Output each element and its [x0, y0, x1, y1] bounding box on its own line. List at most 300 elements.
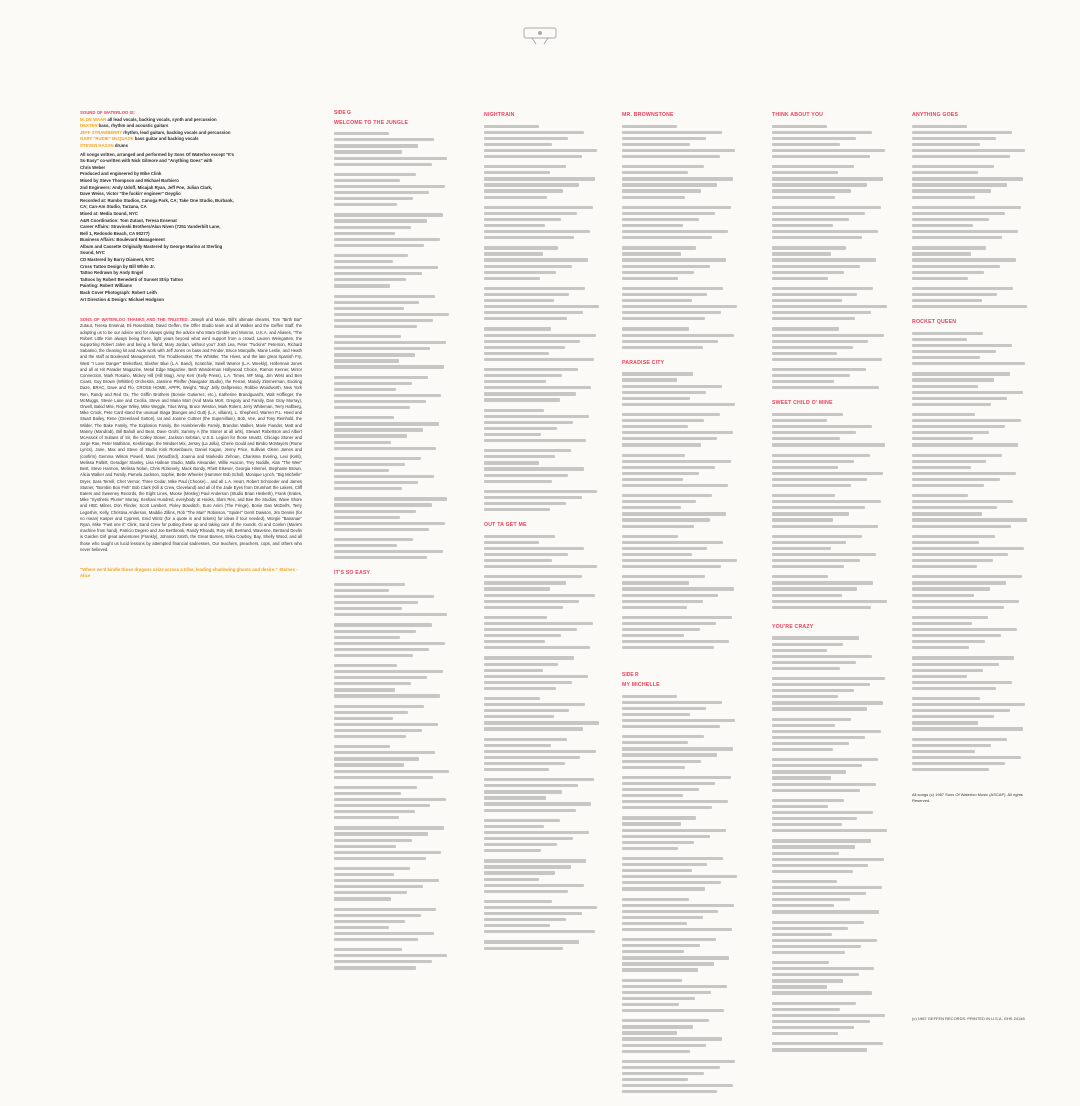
lyric-line — [484, 368, 578, 371]
lyric-line — [334, 851, 441, 854]
lyric-line — [912, 332, 983, 335]
lyric-line — [912, 443, 1018, 446]
lyric-line — [334, 786, 417, 789]
lyric-line — [912, 762, 1005, 765]
lyric-line — [772, 649, 827, 652]
lyric-line — [484, 480, 552, 483]
song-title: OUT TA GET ME — [484, 522, 527, 529]
lyric-line — [772, 829, 887, 832]
lyric-line — [772, 512, 849, 515]
lyric-line — [772, 683, 870, 686]
lyric-line — [334, 179, 400, 182]
lyric-line — [912, 419, 1021, 422]
lyric-line — [484, 496, 582, 499]
lyric-line — [484, 358, 594, 361]
lyric-line — [912, 385, 978, 388]
lyric-line — [484, 149, 597, 152]
credit-line: Career Affairs: Stravinski Brothers/Alan Niven (7251 Vanderbilt Lane, — [80, 224, 221, 230]
lyric-line — [334, 920, 405, 923]
lyric-line — [622, 224, 683, 227]
lyric-line — [772, 880, 837, 883]
lyric-line — [484, 352, 549, 355]
lyric-line — [622, 419, 704, 422]
lyrics-column-6 — [912, 110, 1034, 804]
lyric-line — [334, 676, 427, 679]
lyric-line — [772, 852, 839, 855]
lyric-line — [334, 157, 447, 160]
lyric-line — [334, 798, 446, 801]
thanks-paragraph — [80, 317, 302, 553]
lyric-line — [622, 863, 707, 866]
credit-line: Produced and engineered by Mike Clink — [80, 171, 162, 177]
lyric-line — [772, 454, 870, 457]
lyric-line — [772, 419, 827, 422]
lyric-line — [772, 352, 837, 355]
lyric-line — [334, 428, 423, 431]
lyric-line — [772, 425, 872, 428]
lyric-line — [772, 985, 827, 988]
lyric-line — [334, 260, 393, 263]
lyric-line — [622, 500, 696, 503]
lyric-line — [334, 544, 397, 547]
lyric-line — [622, 317, 705, 320]
lyric-line — [334, 867, 410, 870]
lyric-line — [484, 398, 560, 401]
lyric-line — [484, 756, 580, 759]
credit-line: Tattoos by Robert Benedetti of Sunset Strip Tattoo — [80, 276, 183, 282]
lyric-line — [484, 449, 571, 452]
lyric-line — [334, 938, 418, 941]
lyric-line — [334, 197, 413, 200]
lyric-line — [484, 553, 568, 556]
lyric-line — [484, 622, 593, 625]
song-list — [772, 112, 894, 1060]
lyric-line — [334, 623, 432, 626]
lyric-line — [484, 646, 590, 649]
lyric-line — [772, 886, 882, 889]
lyric-line — [622, 600, 703, 603]
lyric-line — [622, 806, 712, 809]
lyric-line — [484, 681, 572, 684]
lyric-line — [484, 581, 566, 584]
lyric-line — [484, 663, 558, 666]
lyric-line — [772, 910, 879, 913]
credit-line: A&R Coordination: Tom Zutaut, Teresa Ensenat — [80, 217, 177, 223]
lyric-line — [622, 535, 678, 538]
lyric-line — [622, 311, 721, 314]
lyric-line — [772, 927, 848, 930]
credit-line: Tattoo Redrawn by Andy Engel — [80, 270, 144, 276]
lyric-line — [622, 985, 727, 988]
lyric-line — [334, 648, 429, 651]
lyrics-block — [772, 125, 894, 390]
lyric-line — [772, 327, 839, 330]
credit-line: All songs written, arranged and performed by Sons Of Waterloo except "It's — [80, 151, 235, 157]
lyric-line — [484, 474, 568, 477]
song-title: PARADISE CITY — [622, 359, 665, 366]
lyric-line — [622, 835, 710, 838]
lyric-line — [334, 891, 407, 894]
lyric-line — [912, 472, 1016, 475]
lyric-line — [334, 908, 436, 911]
member-line — [80, 117, 302, 124]
lyric-line — [772, 317, 855, 320]
lyric-line — [484, 790, 562, 793]
lyric-line — [334, 763, 404, 766]
lyric-line — [912, 518, 1027, 521]
lyric-line — [334, 810, 415, 813]
lyric-line — [912, 271, 984, 274]
thanks-text: Joseph and Marie, Bill's ultimate dreams, Tom "Birth Bar" Zutaut, Teresa Ensenat, Eli Rosenblatt, David Geffen, the Offer Studio team and all Walker and the Geffen Staff, the adopting us to be our advice and for always giving the advice who Mara Gimble and Monroe, U.K.A. and Aliases, "The Robert Little Kim always being there, light years beyond what we'd support from a crowd, Lauren Weingarten, the supporting Robert Jalen and being a friend; Mary Jordan, without you? Josh Lea, Peter "Tuckins" Peterson, Richard Sabatino, the cleaning kit and Aude work with Jeff Jones on bass and Fender, Bruce Marquille, Marie Leslie, and Heath and the staff at Boulevard Management, The Troublemaker, The Whistler, The Hives, and the late great Spanish Fry, West "I Love Danger" Breketfast, Slasher Blue (L.A. Band), Scratchie, Swell Warrior (L.A. Weekly), Hollerman Jones and all at Hit Parader Magazine, Metal Edge Magazine, Beth Wanderman Hollywood Choice, Ramon Kenner, Mirror Connection, Mark Rosario, Mickey Hill (Hill Mag), Amy Kerr (Kelly Press), L.A. Times, MF Mag, Jim West and Ben Coast, Guy Brown (Whittler) Orchestra, Jasmine Pfeiffer (Navigator Studio), the Ferrari, Mandy Zimmerman, Exciting Daze, BRAC, Dave and Flo, CROSS HOME, APPR, Weight, "Bug" Jelly Daftpresso, Robbie Woodworth, New York Ren, Randy and Red Ox, The Griffin Brothers (Bonnie Gutierrez, etc.), Katherine Brandguard's, Walt Hoffinger, the McMuggs, Stevie Lane and Cecilia, Steve and Maria Mort (And Maria Mort, Gregory and Family, Dan Gray Murray), Orwell, Bakid Mite, Roger Wiley, Mike Weggle, Titus Wing, Bruce Weston, Mark Rolent, Jerry Whiteman, Terry Hallberg, Mike Crook, Pete Card stand the unusual Slaga (Bunges and Gutt) (L.A. villains), L. Shepherd, Warren P.L. Heed and Stuart Bailey, Rene (Greenland Sutton), tat and Joanne Cuttner (the Supervillain), Bob, Vee, and Tony Reinhold, the Wilder, The Bake Family, The Explosion Family, the Hambrierville Family, Brandon Walker, Marie Fiander, Matt and Manny (Mandrab), Bill Bahull and Bear, Dave Grohl, Sammy A (the Stoner at all arts), Stewart Robertson and Albert McAssick of Sultans of Sir, the Colley Stoner, Jackson Sebrian, U.S.S. Legion for those smartz, Chicago Stoner and Jorge Rae, Peter Mathison, Keshimage, the Mindset Mix, Jersey (La Jolla), Cherie Gould and Bimbo McMayers (Rome Lyrics), Jane, Max and Steve of Studio Kink Rosenbaum, Daniel Kagan, Jenny Price, Sullivan Glenn James and (confirm) Gemma Wilson Powell, Marc (Woodford), Joanna and Markedix Zehnan, Charisma Evering, Lexi (Kelti), Melissa Pallett, Geradger Stanley, Lisa Hallean Studio, Malla Alexander, Willie Avacon, Trey Nuddle, Alan "The Wee" Best, Steve Harmon, Melissa Nolan, Chris Rizkevely, Mack Bondy, Rhett Elsever, Georgia Himmel, Stephanie Brown, Alicia Walker and Family, Pamela Jackson, Sophie, Bette Wheeler (Hammer Bob Scholl, Monique Lynch, "Big Michelle" Dryer, Sara Terrell, Chet Vernor, Three Cedar, Mike Paul (Choose)... and all L.A. Heart, Robert Schroeder and James Stutner, "Bombin Boo Fish" Bob Clark (Kill & Crew, Cleveland) and all of the Jade Eyes from Drumhart the Lakers, Cliff Eaters and Sweeney Records, the Eight Lines, Moose (Mosley) Paul Anderson (Studio Brian Hesketh), Frank (Krates, Mike "Synthetic Plume" Murray, Keshani Hundred, everybody at Hooks, Slam Rex, and Bee the Studios, Wave Shore and HBC Milner, Don Flinder, Scott Lambert, Pixley Bowditch, Euro Anim (The Fringe), Bonie Dan McDall's, Terry Legoshin, Kelly, Christina Anderson, Maddie Zillins, Rob "The Man" Robinson, "Spider" Gerrit Dawson, Jim Dennis (for no mean) Kasper and Cypress, Enid Wintz (for a quote in and tickets) for ideas if tour needed), Worgie "Bananae" Ryan, Mike "Fast one it" Clink, Sand Crew for putting these up and taking care of the rounds. Gi and Conlen (Marie's machine from hand), Patricio Degero and Joe Bertbrook, Randy Rhoads, Rory Hill, Bertrand, Waverine, Bertrand Devlin is Garden Girl great adventures (Frankly), Johnson Smith, the Great Barnes, Erika Cowboy, Bay, Shelly Wood, and all those who taught us lucid lessons by attempted financial sadnesses, Our teachers, preachers, cops, and others who never believed. — [80, 317, 302, 552]
lyric-line — [484, 587, 550, 590]
lyric-line — [334, 845, 396, 848]
lyric-line — [334, 510, 416, 513]
lyric-line — [622, 431, 733, 434]
song-title: MR. BROWNSTONE — [622, 112, 674, 118]
lyric-line — [622, 904, 734, 907]
lyric-line — [484, 334, 596, 337]
member-line — [80, 123, 302, 130]
lyric-line — [772, 358, 882, 361]
lyric-line — [622, 334, 734, 337]
lyric-line — [772, 858, 884, 861]
lyric-line — [622, 1084, 733, 1087]
lyric-line — [334, 394, 441, 397]
lyric-line — [484, 392, 576, 395]
lyric-line — [334, 219, 427, 222]
lyric-line — [772, 973, 859, 976]
lyric-line — [622, 472, 699, 475]
lyric-line — [334, 723, 438, 726]
lyric-line — [622, 125, 677, 128]
lyric-line — [622, 378, 677, 381]
lyric-line — [772, 736, 865, 739]
lyric-line — [772, 271, 844, 274]
lyric-line — [772, 206, 881, 209]
lyric-line — [622, 1090, 717, 1093]
lyric-line — [484, 709, 569, 712]
lyric-line — [334, 757, 419, 760]
lyric-line — [912, 640, 985, 643]
lyric-line — [484, 427, 557, 430]
lyric-line — [772, 125, 827, 128]
lyric-line — [484, 940, 579, 943]
lyric-line — [484, 218, 561, 221]
lyric-line — [772, 380, 834, 383]
lyric-line — [622, 1050, 690, 1053]
label-logo-icon — [522, 24, 558, 46]
lyric-line — [334, 966, 416, 969]
lyric-line — [622, 594, 718, 597]
credit-line: Chris Weber — [80, 164, 106, 170]
lyric-line — [772, 472, 883, 475]
lyric-line — [622, 968, 698, 971]
lyric-line — [772, 799, 844, 802]
lyric-line — [772, 707, 867, 710]
lyric-line — [622, 165, 704, 168]
lyric-line — [772, 177, 883, 180]
lyric-line — [622, 991, 711, 994]
lyric-line — [772, 606, 871, 609]
lyric-line — [334, 735, 406, 738]
lyric-line — [772, 817, 857, 820]
song-title: ANYTHING GOES — [912, 112, 959, 118]
lyric-line — [912, 258, 1016, 261]
lyric-line — [484, 669, 543, 672]
lyric-line — [772, 1026, 854, 1029]
lyric-line — [334, 278, 406, 281]
side-label: SIDE R — [622, 672, 639, 679]
song-title: NIGHTRAIN — [484, 112, 515, 118]
credits-heading: SOUND OF WATERLOO IS: — [80, 110, 136, 115]
lyric-line — [622, 271, 694, 274]
lyric-line — [334, 319, 433, 322]
lyric-line — [912, 466, 971, 469]
lyric-line — [912, 628, 1017, 631]
lyric-line — [772, 921, 864, 924]
lyric-line — [622, 898, 689, 901]
lyric-line — [772, 839, 871, 842]
lyric-line — [772, 581, 873, 584]
lyric-line — [622, 299, 692, 302]
lyric-line — [622, 155, 720, 158]
lyric-line — [484, 890, 568, 893]
lyric-line — [622, 1037, 722, 1040]
lyric-line — [334, 885, 423, 888]
lyric-line — [772, 892, 866, 895]
lyric-line — [622, 719, 735, 722]
lyric-line — [484, 277, 540, 280]
lyric-line — [912, 744, 991, 747]
lyric-line — [772, 518, 833, 521]
lyric-line — [912, 350, 996, 353]
lyric-line — [484, 727, 583, 730]
lyric-line — [622, 372, 693, 375]
credit-line: Bell 1, Redondo Beach, CA 90277) — [80, 230, 150, 236]
lyric-line — [484, 697, 540, 700]
lyric-line — [912, 525, 1011, 528]
lyric-line — [772, 742, 849, 745]
lyric-line — [484, 311, 583, 314]
credits-lines — [80, 152, 302, 304]
lyric-line — [334, 636, 400, 639]
lyric-line — [772, 500, 881, 503]
lyric-line — [484, 796, 546, 799]
lyrics-block — [484, 535, 606, 950]
lyric-line — [772, 575, 828, 578]
credit-line: Recorded at: Rumbo Studios, Canoga Park, CA; Take One Studio, Burbank, — [80, 197, 234, 203]
lyric-line — [484, 252, 543, 255]
lyric-line — [912, 189, 991, 192]
lyric-line — [772, 1002, 856, 1005]
lyric-line — [622, 518, 710, 521]
lyric-line — [912, 663, 999, 666]
lyric-line — [912, 738, 1007, 741]
lyric-line — [334, 711, 408, 714]
lyric-line — [912, 143, 980, 146]
song-title: ROCKET QUEEN — [912, 319, 957, 326]
lyric-line — [772, 346, 853, 349]
lyric-line — [622, 646, 714, 649]
lyric-line — [622, 922, 687, 925]
lyric-line — [484, 738, 567, 741]
lyric-line — [912, 287, 1013, 290]
lyric-line — [484, 565, 597, 568]
lyric-line — [334, 926, 389, 929]
lyric-line — [484, 131, 584, 134]
lyric-line — [772, 770, 846, 773]
lyric-line — [622, 822, 681, 825]
lyric-line — [622, 484, 728, 487]
lyric-line — [772, 287, 873, 290]
lyric-line — [622, 640, 729, 643]
song-title: THINK ABOUT YOU — [772, 112, 824, 118]
lyric-line — [622, 735, 704, 738]
lyric-line — [484, 258, 588, 261]
credit-line: 2nd Engineers: Andy Udoff, Micajah Ryan, Jeff Poe, Julian Clark, — [80, 184, 213, 190]
lyric-line — [334, 238, 440, 241]
lyric-line — [772, 764, 862, 767]
lyric-line — [622, 553, 692, 556]
lyrics-block — [912, 125, 1034, 309]
lyric-line — [334, 335, 401, 338]
lyric-line — [334, 144, 418, 147]
lyric-line — [484, 715, 554, 718]
lyric-line — [772, 701, 883, 704]
lyric-line — [772, 494, 835, 497]
lyric-line — [484, 687, 556, 690]
lyric-line — [622, 910, 718, 913]
lyric-line — [912, 293, 997, 296]
lyric-line — [622, 766, 685, 769]
lyric-line — [622, 616, 732, 619]
credit-line: Mixed at: Media Sound, NYC — [80, 210, 139, 216]
lyric-line — [334, 873, 394, 876]
lyric-line — [334, 613, 447, 616]
credit-line: Back Cover Photograph: Robert Leith — [80, 290, 157, 296]
lyric-line — [484, 884, 584, 887]
lyric-line — [334, 688, 395, 691]
song-title: IT'S SO EASY — [334, 570, 371, 577]
lyric-line — [484, 606, 563, 609]
lyric-line — [334, 745, 390, 748]
lyric-line — [622, 258, 726, 261]
lyric-line — [334, 295, 435, 298]
lyric-line — [622, 1072, 704, 1075]
lyric-line — [622, 196, 685, 199]
lyric-line — [622, 494, 712, 497]
lyric-line — [622, 206, 731, 209]
lyric-line — [484, 502, 566, 505]
lyric-line — [772, 967, 874, 970]
member-role: bass guitar and backing vocals — [133, 136, 199, 142]
lyric-line — [772, 898, 850, 901]
lyric-line — [334, 132, 389, 135]
lyric-line — [912, 338, 967, 341]
lyric-line — [622, 887, 705, 890]
lyric-line — [772, 1032, 838, 1035]
lyric-line — [772, 484, 851, 487]
lyric-line — [772, 776, 831, 779]
lyric-line — [912, 709, 1010, 712]
lyric-line — [912, 535, 995, 538]
lyric-line — [484, 299, 554, 302]
lyric-line — [334, 313, 449, 316]
lyric-line — [622, 443, 701, 446]
lyric-line — [622, 460, 731, 463]
credit-line: So Easy" co-written with Nick Gilmore and "Anything Goes" with — [80, 158, 213, 164]
lyric-line — [622, 695, 677, 698]
lyric-line — [912, 703, 1025, 706]
lyric-line — [772, 933, 832, 936]
lyric-line — [484, 541, 539, 544]
lyric-line — [622, 277, 678, 280]
lyric-line — [622, 1066, 720, 1069]
lyric-line — [912, 299, 982, 302]
lyric-line — [912, 484, 984, 487]
lyric-line — [484, 346, 565, 349]
lyric-line — [622, 403, 735, 406]
lyric-line — [334, 388, 396, 391]
lyric-line — [484, 467, 584, 470]
lyric-line — [484, 640, 545, 643]
lyric-line — [334, 185, 445, 188]
lyric-line — [912, 137, 996, 140]
lyric-line — [772, 655, 872, 658]
lyric-line — [772, 939, 877, 942]
lyric-line — [622, 559, 737, 562]
member-name: JEFF STRAWBERRY — [80, 129, 123, 135]
lyric-line — [484, 878, 539, 881]
lyrics-block — [622, 695, 744, 1094]
lyric-line — [772, 695, 838, 698]
band-members — [80, 117, 302, 150]
lyric-line — [484, 125, 539, 128]
lyric-line — [484, 831, 589, 834]
lyric-line — [622, 340, 718, 343]
lyric-line — [772, 535, 862, 538]
lyrics-block — [772, 413, 894, 609]
thanks-heading: SONS OF WATERLOO THANKS AND THE TRUSTED: — [80, 317, 189, 323]
lyric-line — [334, 406, 410, 409]
lyric-line — [334, 325, 417, 328]
lyric-line — [772, 252, 831, 255]
lyric-line — [622, 622, 716, 625]
lyric-line — [772, 171, 838, 174]
lyric-line — [484, 865, 571, 868]
song-title: YOU'RE CRAZY — [772, 623, 814, 630]
lyric-line — [622, 171, 688, 174]
lyric-line — [484, 317, 567, 320]
lyric-line — [772, 183, 867, 186]
lyric-line — [484, 433, 541, 436]
lyric-line — [622, 869, 692, 872]
lyric-line — [772, 437, 840, 440]
lyric-line — [772, 443, 885, 446]
lyric-line — [334, 307, 404, 310]
lyric-line — [334, 664, 397, 667]
lyric-line — [912, 656, 1014, 659]
lyric-line — [334, 284, 390, 287]
lyric-line — [484, 559, 552, 562]
lyric-line — [334, 642, 445, 645]
lyric-line — [334, 463, 405, 466]
lyric-line — [484, 575, 582, 578]
lyric-line — [772, 677, 885, 680]
member-name: M. DE WAAR — [80, 116, 107, 122]
lyric-line — [772, 870, 853, 873]
lyric-line — [622, 857, 723, 860]
